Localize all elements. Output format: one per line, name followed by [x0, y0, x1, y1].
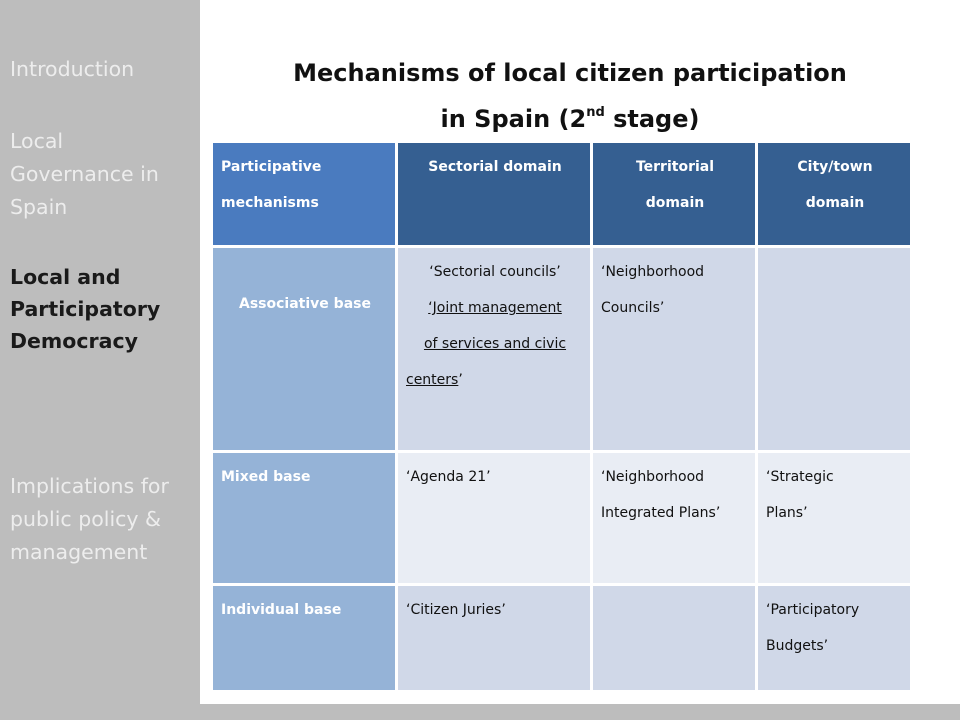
nav-item-label-line: Local [10, 129, 64, 153]
nav-item-implications[interactable] [10, 470, 195, 569]
cell-text-line: of services and civic [423, 336, 567, 352]
cell-text-line: Integrated Plans’ [601, 505, 721, 521]
header-text-line: Participative [221, 159, 322, 175]
slide-title-line1: Mechanisms of local citizen participation [293, 59, 847, 87]
bottom-border-strip [200, 704, 960, 720]
mechanisms-table [210, 140, 913, 693]
cell-sectorial [397, 247, 592, 452]
cell-text-line: ‘Participatory [766, 602, 860, 618]
header-text-line: Sectorial domain [428, 159, 562, 175]
cell-text-line [406, 362, 584, 398]
nav-item-local-participatory-democracy[interactable] [10, 261, 195, 357]
title-superscript: nd [586, 105, 605, 120]
cell-territorial [592, 585, 757, 692]
cell-sectorial [397, 452, 592, 585]
header-participative-mechanisms [212, 142, 397, 247]
header-text-line: domain [805, 195, 865, 211]
table-header-row [212, 142, 912, 247]
closing-quote: ’ [458, 372, 463, 388]
header-territorial-domain [592, 142, 757, 247]
cell-sectorial [397, 585, 592, 692]
cell-text-line: Plans’ [766, 505, 808, 521]
nav-item-label-line: Local and [10, 265, 121, 289]
sidebar-nav [0, 0, 200, 720]
slide-title-line2 [210, 96, 930, 142]
cell-text-line: Councils’ [601, 300, 665, 316]
nav-item-label-line: Democracy [10, 329, 138, 353]
cell-territorial [592, 247, 757, 452]
row-label-individual-base [212, 585, 397, 692]
nav-item-label-line: public policy & [10, 507, 162, 531]
slide-title [210, 50, 930, 142]
table-row [212, 452, 912, 585]
header-text-line: domain [645, 195, 705, 211]
row-label-text: Mixed base [221, 469, 311, 485]
row-label-mixed-base [212, 452, 397, 585]
nav-item-introduction[interactable] [10, 53, 195, 86]
cell-territorial [592, 452, 757, 585]
cell-city-town [757, 452, 912, 585]
cell-text-line: ‘Neighborhood [601, 264, 705, 280]
cell-text-line: ‘Citizen Juries’ [406, 602, 506, 618]
header-text-line: Territorial [635, 159, 715, 175]
nav-item-label-line: Participatory [10, 297, 161, 321]
cell-text-line: ‘Agenda 21’ [406, 469, 491, 485]
header-text-line: City/town [797, 159, 873, 175]
cell-city-town [757, 585, 912, 692]
nav-item-local-governance[interactable] [10, 125, 195, 224]
header-sectorial-domain [397, 142, 592, 247]
cell-text-line: ‘Strategic [766, 469, 834, 485]
title-text-post: stage) [604, 105, 700, 133]
nav-item-label-line: Spain [10, 195, 68, 219]
cell-text-line: ‘Neighborhood [601, 469, 705, 485]
table-row [212, 247, 912, 452]
row-label-text: Associative base [239, 296, 371, 312]
cell-city-town [757, 247, 912, 452]
cell-text-line: ‘Joint management [428, 300, 562, 316]
underlined-text: centers [406, 372, 459, 388]
table-row [212, 585, 912, 692]
row-label-text: Individual base [221, 602, 342, 618]
header-city-town-domain [757, 142, 912, 247]
header-text-line: mechanisms [221, 195, 319, 211]
nav-item-label: Introduction [10, 57, 135, 81]
row-label-associative-base [212, 247, 397, 452]
nav-item-label-line: management [10, 540, 148, 564]
title-text-pre: in Spain (2 [440, 105, 587, 133]
nav-item-label-line: Governance in [10, 162, 159, 186]
cell-text-line: ‘Sectorial councils’ [429, 264, 561, 280]
nav-item-label-line: Implications for [10, 474, 169, 498]
cell-text-line: Budgets’ [766, 638, 829, 654]
